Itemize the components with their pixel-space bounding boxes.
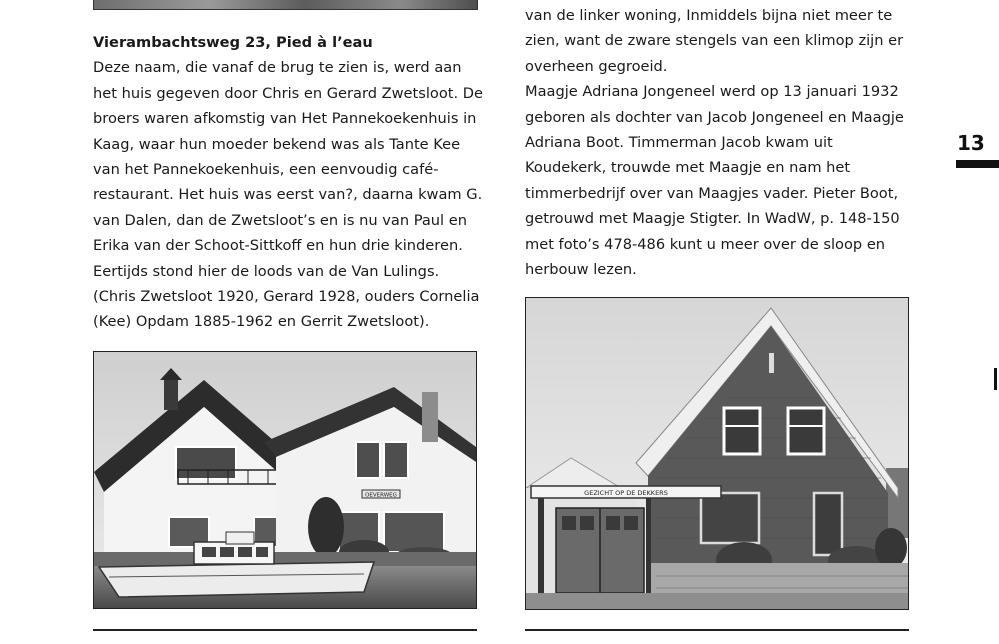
section-heading: Vierambachtsweg 23, Pied à l’eau [93,34,373,51]
left-bottom-rule [93,629,477,631]
right-paragraph-1: van de linker woning, Inmiddels bijna niet meer te zien, want de zware stengels van een klimop zijn er overheen gegroeid. [525,7,904,75]
right-paragraph-2: Maagje Adriana Jongeneel werd op 13 januari 1932 geboren als dochter van Jacob Jongeneel en Maagje Adriana Boot. Timmerman Jacob kwam uit Koudekerk, trouwde met Maagje en nam het timmerbedrijf over van Maagjes vader. Pieter Boot, getrouwd met Maagje Stigter. In WadW, p. 148-150 met foto’s 478-486 kunt u meer over de sloop en herbouw lezen. [525,83,904,279]
photo-brick-house [525,297,909,610]
photo-house-with-boat [93,351,477,609]
page-edge-mark [994,368,997,390]
page-tab-bar [956,160,999,168]
right-bottom-rule [525,629,909,631]
left-column [93,30,485,335]
left-paragraph: Deze naam, die vanaf de brug te zien is, werd aan het huis gegeven door Chris en Gerard Zwetsloot. De broers waren afkomstig van Het Pannekoekenhuis in Kaag, waar hun moeder bekend was als Tante Kee van het Pannekoekenhuis, een eenvoudig café-restaurant. Het huis was eerst van?, daarna kwam G. van Dalen, dan de Zwetsloot’s en is nu van Paul en Erika van der Schoot-Sittkoff en hun drie kinderen. Eertijds stond hier de loods van de Van Lulings. [93,59,483,280]
carport-sign: GEZICHT OP DE DEKKERS [584,489,668,497]
top-photo-fragment [93,0,478,10]
house-sign: OEVERWEG [365,492,397,499]
right-column [525,3,910,282]
page-number: 13 [957,131,985,155]
left-note: (Chris Zwetsloot 1920, Gerard 1928, ouders Cornelia (Kee) Opdam 1885-1962 en Gerrit Zwetsloot). [93,288,480,331]
